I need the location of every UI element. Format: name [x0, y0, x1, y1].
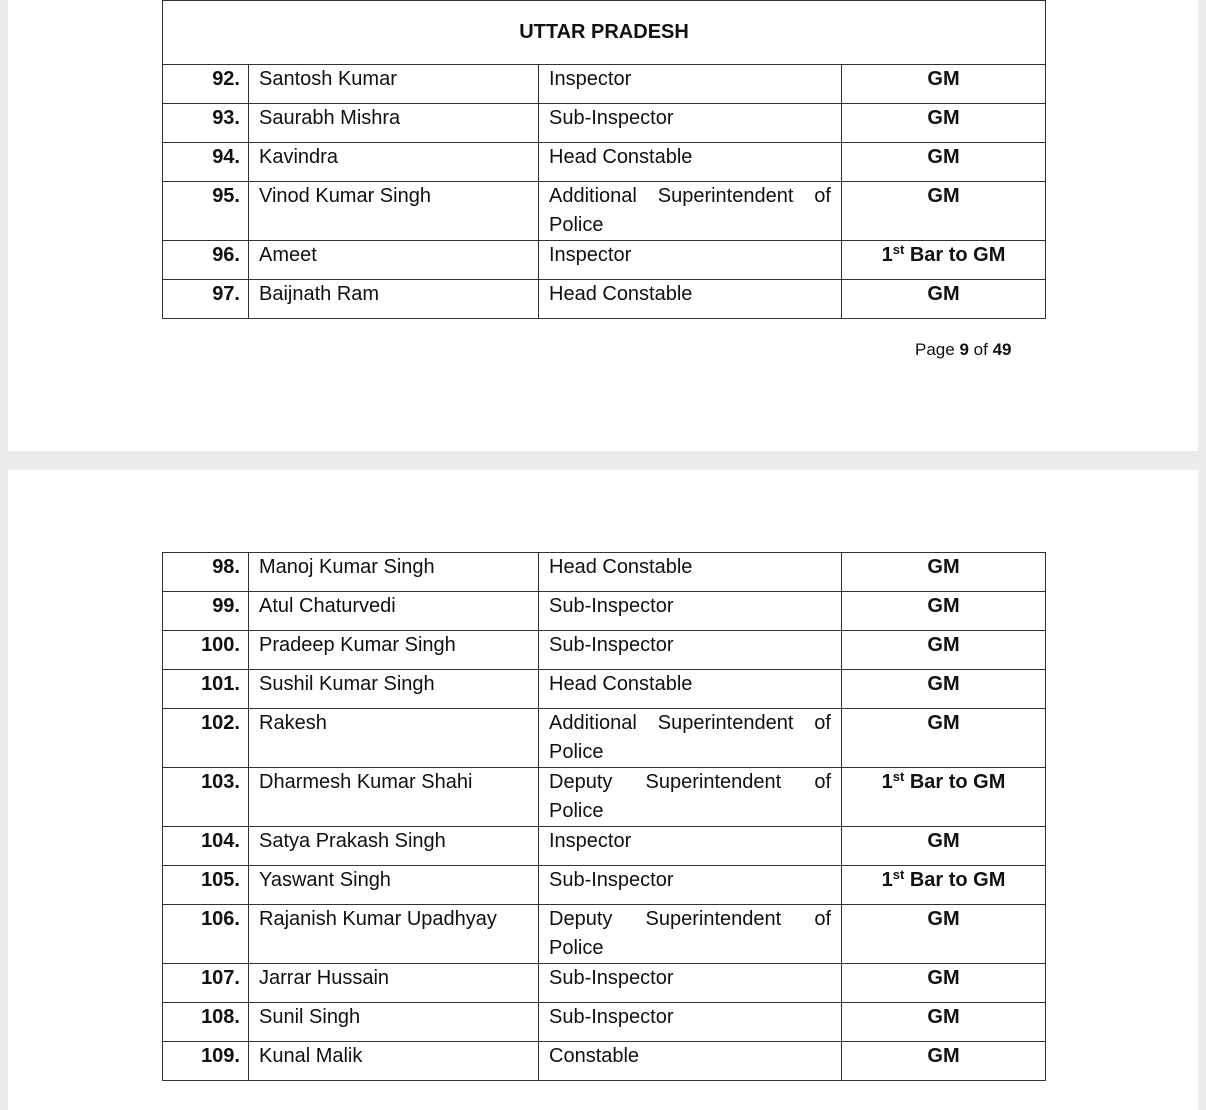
medal-award: GM — [842, 1042, 1046, 1081]
row-number: 104. — [163, 827, 249, 866]
officer-rank: Constable — [539, 1042, 842, 1081]
page-number: 9 — [959, 340, 969, 359]
row-number: 92. — [163, 65, 249, 104]
table-row — [163, 905, 1046, 964]
award-ordinal-suffix: st — [892, 867, 905, 882]
award-text: Bar to GM — [904, 869, 1006, 891]
medal-award — [842, 241, 1046, 280]
table-row — [163, 241, 1046, 280]
officer-rank: Sub-Inspector — [539, 964, 842, 1003]
table-row — [163, 866, 1046, 905]
officer-rank: Head Constable — [539, 280, 842, 319]
table-row — [163, 768, 1046, 827]
award-ordinal-suffix: st — [892, 769, 905, 784]
officer-rank: Additional Superintendent of Police — [539, 182, 842, 241]
row-number: 97. — [163, 280, 249, 319]
row-number: 103. — [163, 768, 249, 827]
medal-award: GM — [842, 827, 1046, 866]
table-row — [163, 670, 1046, 709]
awards-table-page-9 — [162, 0, 1046, 319]
page-label: Page — [915, 340, 955, 359]
table-row — [163, 709, 1046, 768]
medal-award: GM — [842, 104, 1046, 143]
award-text: Bar to GM — [904, 244, 1006, 266]
award-ordinal: 1 — [881, 244, 893, 266]
table-row — [163, 65, 1046, 104]
award-ordinal-suffix: st — [892, 242, 905, 257]
medal-award: GM — [842, 592, 1046, 631]
officer-rank: Deputy Superintendent of Police — [539, 768, 842, 827]
row-number: 100. — [163, 631, 249, 670]
table-row — [163, 1003, 1046, 1042]
officer-name: Sushil Kumar Singh — [249, 670, 539, 709]
document-page-10 — [8, 470, 1198, 1110]
medal-award: GM — [842, 65, 1046, 104]
row-number: 96. — [163, 241, 249, 280]
state-heading: UTTAR PRADESH — [163, 1, 1046, 65]
table-row — [163, 827, 1046, 866]
medal-award: GM — [842, 964, 1046, 1003]
officer-name: Manoj Kumar Singh — [249, 553, 539, 592]
awards-table-page-10 — [162, 552, 1046, 1081]
table-row — [163, 182, 1046, 241]
officer-rank: Sub-Inspector — [539, 592, 842, 631]
officer-name: Satya Prakash Singh — [249, 827, 539, 866]
table-row — [163, 1042, 1046, 1081]
officer-rank: Sub-Inspector — [539, 866, 842, 905]
officer-rank: Sub-Inspector — [539, 104, 842, 143]
medal-award: GM — [842, 553, 1046, 592]
officer-name: Jarrar Hussain — [249, 964, 539, 1003]
officer-name: Sunil Singh — [249, 1003, 539, 1042]
officer-name: Atul Chaturvedi — [249, 592, 539, 631]
document-page-9 — [8, 0, 1198, 451]
officer-rank: Inspector — [539, 827, 842, 866]
row-number: 107. — [163, 964, 249, 1003]
page-total: 49 — [992, 340, 1012, 359]
medal-award — [842, 768, 1046, 827]
medal-award: GM — [842, 1003, 1046, 1042]
award-text: Bar to GM — [904, 771, 1006, 793]
row-number: 101. — [163, 670, 249, 709]
officer-name: Ameet — [249, 241, 539, 280]
officer-rank: Head Constable — [539, 670, 842, 709]
table-row — [163, 592, 1046, 631]
officer-rank: Inspector — [539, 241, 842, 280]
medal-award: GM — [842, 670, 1046, 709]
officer-rank: Deputy Superintendent of Police — [539, 905, 842, 964]
medal-award: GM — [842, 280, 1046, 319]
officer-name: Baijnath Ram — [249, 280, 539, 319]
officer-name: Kavindra — [249, 143, 539, 182]
row-number: 95. — [163, 182, 249, 241]
table-row — [163, 631, 1046, 670]
officer-name: Yaswant Singh — [249, 866, 539, 905]
officer-name: Santosh Kumar — [249, 65, 539, 104]
officer-name: Dharmesh Kumar Shahi — [249, 768, 539, 827]
of-label: of — [973, 340, 988, 359]
officer-name: Vinod Kumar Singh — [249, 182, 539, 241]
row-number: 106. — [163, 905, 249, 964]
officer-rank: Additional Superintendent of Police — [539, 709, 842, 768]
medal-award — [842, 866, 1046, 905]
page-footer — [915, 340, 1011, 360]
medal-award: GM — [842, 143, 1046, 182]
officer-name: Saurabh Mishra — [249, 104, 539, 143]
medal-award: GM — [842, 631, 1046, 670]
table-row — [163, 553, 1046, 592]
table-row — [163, 104, 1046, 143]
row-number: 102. — [163, 709, 249, 768]
award-ordinal: 1 — [881, 771, 893, 793]
officer-name: Kunal Malik — [249, 1042, 539, 1081]
officer-rank: Head Constable — [539, 553, 842, 592]
row-number: 105. — [163, 866, 249, 905]
medal-award: GM — [842, 182, 1046, 241]
officer-name: Rajanish Kumar Upadhyay — [249, 905, 539, 964]
award-ordinal: 1 — [881, 869, 893, 891]
row-number: 98. — [163, 553, 249, 592]
table-row — [163, 964, 1046, 1003]
officer-name: Pradeep Kumar Singh — [249, 631, 539, 670]
officer-rank: Head Constable — [539, 143, 842, 182]
table-row — [163, 143, 1046, 182]
row-number: 93. — [163, 104, 249, 143]
row-number: 99. — [163, 592, 249, 631]
officer-rank: Inspector — [539, 65, 842, 104]
row-number: 108. — [163, 1003, 249, 1042]
table-row — [163, 280, 1046, 319]
row-number: 94. — [163, 143, 249, 182]
row-number: 109. — [163, 1042, 249, 1081]
officer-rank: Sub-Inspector — [539, 631, 842, 670]
officer-name: Rakesh — [249, 709, 539, 768]
medal-award: GM — [842, 905, 1046, 964]
officer-rank: Sub-Inspector — [539, 1003, 842, 1042]
medal-award: GM — [842, 709, 1046, 768]
